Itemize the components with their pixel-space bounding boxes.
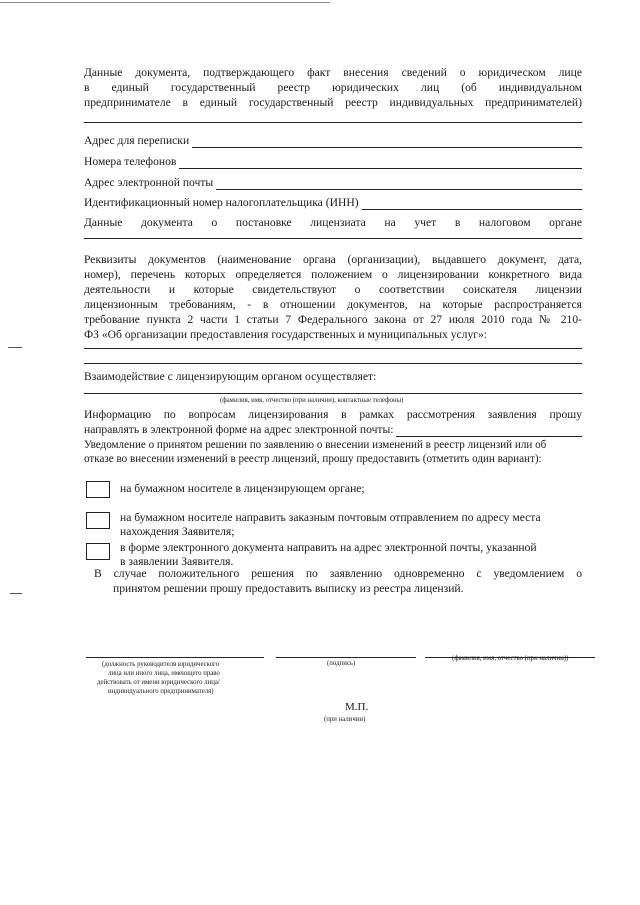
interaction-label: Взаимодействие с лицензирующим органом осуществляет: xyxy=(84,370,377,383)
documents-paragraph-line: деятельности и которые свидетельствуют о соответствии соискателя лицензии xyxy=(84,283,582,296)
info-paragraph-line: Информацию по вопросам лицензирования в рамках рассмотрения заявления прошу xyxy=(84,408,582,421)
phones-label: Номера телефонов xyxy=(84,155,177,168)
scan-top-edge xyxy=(0,2,330,3)
ogrn-paragraph-line: в единый государственный реестр юридических лиц (об индивидуальном xyxy=(84,81,582,94)
signature-position-line[interactable] xyxy=(86,657,264,658)
address-input-line[interactable] xyxy=(192,137,582,148)
documents-paragraph-line: ФЗ «Об организации предоставления государственных и муниципальных услуг»: xyxy=(84,328,488,341)
address-field[interactable] xyxy=(84,134,582,148)
signature-line[interactable] xyxy=(276,657,416,658)
inn-label: Идентификационный номер налогоплательщика (ИНН) xyxy=(84,196,359,209)
documents-input-line[interactable] xyxy=(84,348,582,349)
notice-line: отказе во внесении изменений в реестр лицензий, прошу предоставить (отметить один вариант): xyxy=(84,453,542,465)
interaction-input-line[interactable] xyxy=(84,393,582,394)
email-label: Адрес электронной почты xyxy=(84,176,214,189)
signature-caption: (подпись) xyxy=(327,660,356,667)
inn-input-line[interactable] xyxy=(362,199,582,210)
signature-position-caption: действовать от имени юридического лица/ xyxy=(97,679,220,686)
documents-paragraph-line: лицензионным требованиям, - в отношении документов, на которые распространяется xyxy=(84,298,582,311)
documents-input-line[interactable] xyxy=(84,363,582,364)
documents-paragraph-line: номер), перечень которых определяется положением о лицензировании конкретного вида xyxy=(84,268,582,281)
option-paper-mail-checkbox[interactable] xyxy=(86,512,110,529)
info-email-input-line[interactable] xyxy=(396,426,582,437)
seal-label: М.П. xyxy=(345,701,369,713)
email-input-line[interactable] xyxy=(216,179,582,190)
option-paper-office-label: на бумажном носителе в лицензирующем органе; xyxy=(120,482,365,495)
option-electronic-label: в форме электронного документа направить на адрес электронной почты, указанной xyxy=(120,541,537,554)
notice-line: Уведомление о принятом решении по заявлению о внесении изменений в реестр лицензий или об xyxy=(84,439,547,451)
option-paper-mail-label: на бумажном носителе направить заказным почтовым отправлением по адресу места xyxy=(120,511,541,524)
documents-paragraph-line: Реквизиты документов (наименование органа (организации), выдавшего документ, дата, xyxy=(84,253,582,266)
info-email-field[interactable] xyxy=(84,423,582,437)
phones-field[interactable] xyxy=(84,155,582,169)
ogrn-paragraph-line: Данные документа, подтверждающего факт внесения сведений о юридическом лице xyxy=(84,66,582,79)
margin-mark xyxy=(8,347,22,348)
signature-position-caption: лица или иного лица, имеющего право xyxy=(108,670,220,677)
info-email-label: направлять в электронной форме на адрес электронной почты: xyxy=(84,423,394,436)
option-electronic-label: в заявлении Заявителя. xyxy=(120,555,234,568)
tax-registration-input-line[interactable] xyxy=(84,238,582,239)
extract-paragraph-line: В случае положительного решения по заявлению одновременно с уведомлением о xyxy=(94,567,582,580)
ogrn-paragraph-line: предпринимателе в единый государственный реестр индивидуальных предпринимателей) xyxy=(84,96,582,109)
inn-field[interactable] xyxy=(84,196,582,210)
address-label: Адрес для переписки xyxy=(84,134,190,147)
option-paper-mail-label: нахождения Заявителя; xyxy=(120,525,235,538)
option-paper-office-checkbox[interactable] xyxy=(86,481,110,498)
signature-position-caption: (должность руководителя юридического xyxy=(102,661,220,668)
margin-mark xyxy=(10,593,22,594)
signature-name-caption: (фамилия, имя, отчество (при наличии)) xyxy=(452,655,569,662)
documents-paragraph-line: требование пункта 2 части 1 статьи 7 Федерального закона от 27 июля 2010 года № 210- xyxy=(84,313,582,326)
tax-registration-label: Данные документа о постановке лицензиата на учет в налоговом органе xyxy=(84,216,582,229)
option-electronic-checkbox[interactable] xyxy=(86,543,110,560)
phones-input-line[interactable] xyxy=(179,158,582,169)
ogrn-input-line[interactable] xyxy=(84,122,582,123)
signature-position-caption: индивидуального предпринимателя) xyxy=(108,688,214,695)
seal-caption: (при наличии) xyxy=(324,716,366,723)
extract-paragraph-line: принятом решении прошу предоставить выписку из реестра лицензий. xyxy=(113,582,464,595)
interaction-caption: (фамилия, имя, отчество (при наличии), контактные телефоны) xyxy=(220,397,404,404)
email-field[interactable] xyxy=(84,176,582,190)
